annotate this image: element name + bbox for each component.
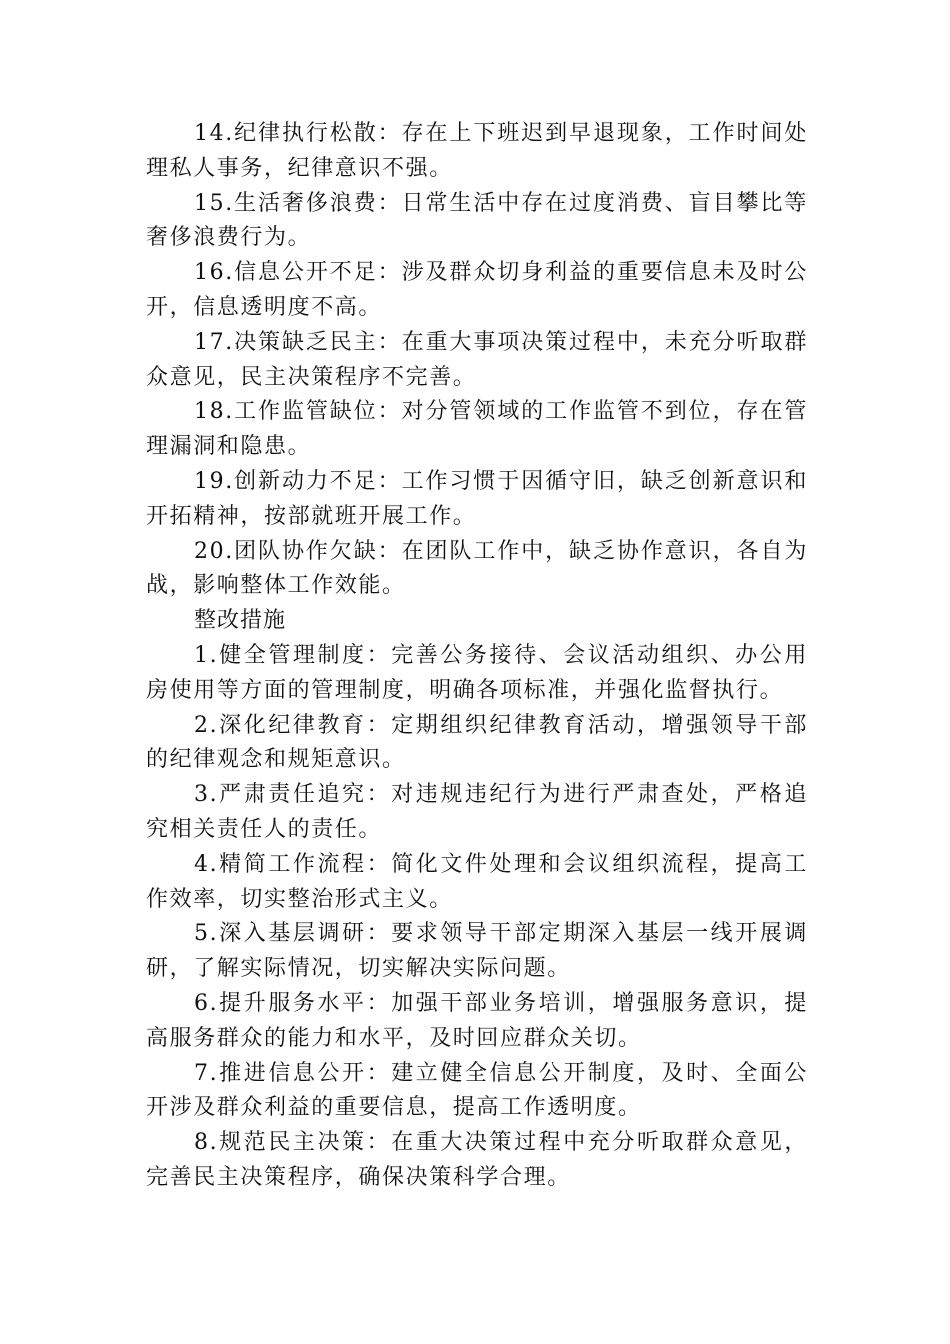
section-heading-measures: 整改措施: [194, 608, 287, 634]
measure-item-2: 2.深化纪律教育：定期组织纪律教育活动，增强领导干部的纪律观念和规矩意识。: [146, 712, 808, 773]
problem-item-19: 19.创新动力不足：工作习惯于因循守旧，缺乏创新意识和开拓精神，按部就班开展工作。: [146, 468, 808, 529]
measure-item-1: 1.健全管理制度：完善公务接待、会议活动组织、办公用房使用等方面的管理制度，明确各项标准，并强化监督执行。: [146, 642, 808, 703]
problem-item-16: 16.信息公开不足：涉及群众切身利益的重要信息未及时公开，信息透明度不高。: [146, 260, 808, 320]
problem-item-14: 14.纪律执行松散：存在上下班迟到早退现象，工作时间处理私人事务，纪律意识不强。: [146, 121, 808, 181]
measure-item-3: 3.严肃责任追究：对违规违纪行为进行严肃查处，严格追究相关责任人的责任。: [146, 782, 808, 842]
problem-item-17: 17.决策缺乏民主：在重大事项决策过程中，未充分听取群众意见，民主决策程序不完善。: [146, 329, 808, 390]
measure-item-8: 8.规范民主决策：在重大决策过程中充分听取群众意见，完善民主决策程序，确保决策科学合理。: [146, 1130, 808, 1190]
measure-item-5: 5.深入基层调研：要求领导干部定期深入基层一线开展调研，了解实际情况，切实解决实际问题。: [146, 921, 808, 982]
document-body: [146, 117, 808, 1196]
problem-item-15: 15.生活奢侈浪费：日常生活中存在过度消费、盲目攀比等奢侈浪费行为。: [146, 190, 808, 251]
measure-item-4: 4.精简工作流程：简化文件处理和会议组织流程，提高工作效率，切实整治形式主义。: [146, 851, 808, 912]
problem-item-18: 18.工作监管缺位：对分管领域的工作监管不到位，存在管理漏洞和隐患。: [146, 399, 808, 460]
problem-item-20: 20.团队协作欠缺：在团队工作中，缺乏协作意识，各自为战，影响整体工作效能。: [146, 538, 808, 599]
measure-item-6: 6.提升服务水平：加强干部业务培训，增强服务意识，提高服务群众的能力和水平，及时回应群众关切。: [146, 990, 808, 1051]
measure-item-7: 7.推进信息公开：建立健全信息公开制度，及时、全面公开涉及群众利益的重要信息，提高工作透明度。: [146, 1060, 808, 1121]
